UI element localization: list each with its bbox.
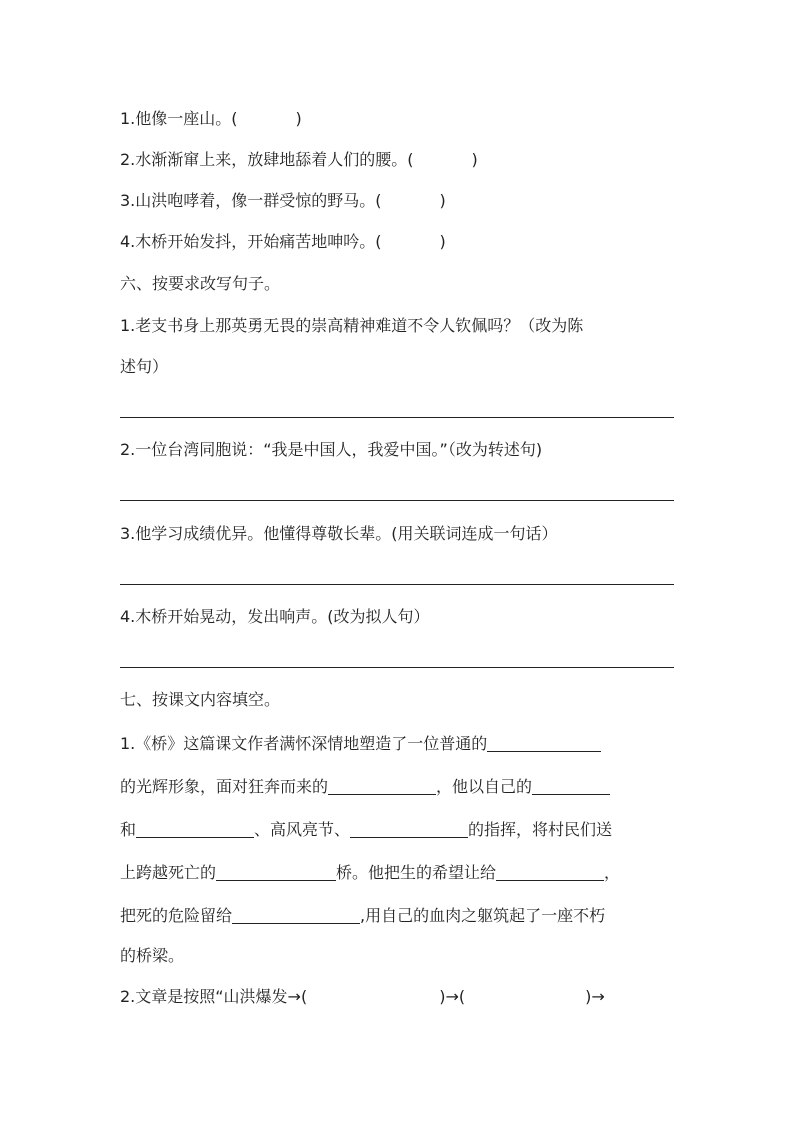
s7-fill-1-line1: 1.《桥》这篇课文作者满怀深情地塑造了一位普通的 [120, 733, 601, 754]
fill-blank[interactable] [350, 819, 468, 838]
fill-blank[interactable] [232, 905, 360, 924]
s5-item-3: 3.山洪咆哮着，像一群受惊的野马。( ) [120, 191, 446, 210]
s5-item-4: 4.木桥开始发抖，开始痛苦地呻吟。( ) [120, 232, 446, 251]
section-7-heading: 七、按课文内容填空。 [120, 690, 281, 709]
fill-blank[interactable] [136, 819, 254, 838]
s5-item-1: 1.他像一座山。( ) [120, 109, 302, 128]
s6-question-3: 3.他学习成绩优异。他懂得尊敬长辈。(用关联词连成一句话） [120, 524, 558, 543]
section-6-heading: 六、按要求改写句子。 [120, 274, 281, 293]
answer-line[interactable] [120, 500, 674, 501]
s7-fill-1-line4: 上跨越死亡的 桥。他把生的希望让给 ， [120, 863, 621, 882]
s6-question-2: 2.一位台湾同胞说：“我是中国人，我爱中国。”（改为转述句) [120, 440, 543, 459]
s5-item-2: 2.水渐渐窜上来，放肆地舔着人们的腰。( ) [120, 150, 478, 169]
s7-fill-1-line6: 的桥梁。 [120, 946, 185, 965]
fill-blank[interactable] [487, 733, 601, 752]
fill-blank[interactable] [532, 776, 610, 795]
answer-line[interactable] [120, 417, 674, 418]
s7-fill-2: 2.文章是按照“山洪爆发→( )→( )→ [120, 987, 605, 1006]
s7-fill-1-line3: 和 、高风亮节、 的指挥，将村民们送 [120, 820, 613, 839]
fill-blank[interactable] [216, 862, 336, 881]
fill-blank[interactable] [496, 862, 604, 881]
s6-question-1-line2: 述句） [120, 357, 169, 376]
answer-line[interactable] [120, 667, 674, 668]
s6-question-1-line1: 1.老支书身上那英勇无畏的崇高精神难道不令人钦佩吗？（改为陈 [120, 316, 584, 335]
s7-fill-1-line5: 把死的危险留给 ,用自己的血肉之躯筑起了一座不朽 [120, 906, 606, 925]
s6-question-4: 4.木桥开始晃动，发出响声。(改为拟人句） [120, 607, 430, 626]
s7-fill-1-line2: 的光辉形象，面对狂奔而来的 ，他以自己的 [120, 776, 610, 797]
fill-blank[interactable] [328, 776, 436, 795]
answer-line[interactable] [120, 584, 674, 585]
